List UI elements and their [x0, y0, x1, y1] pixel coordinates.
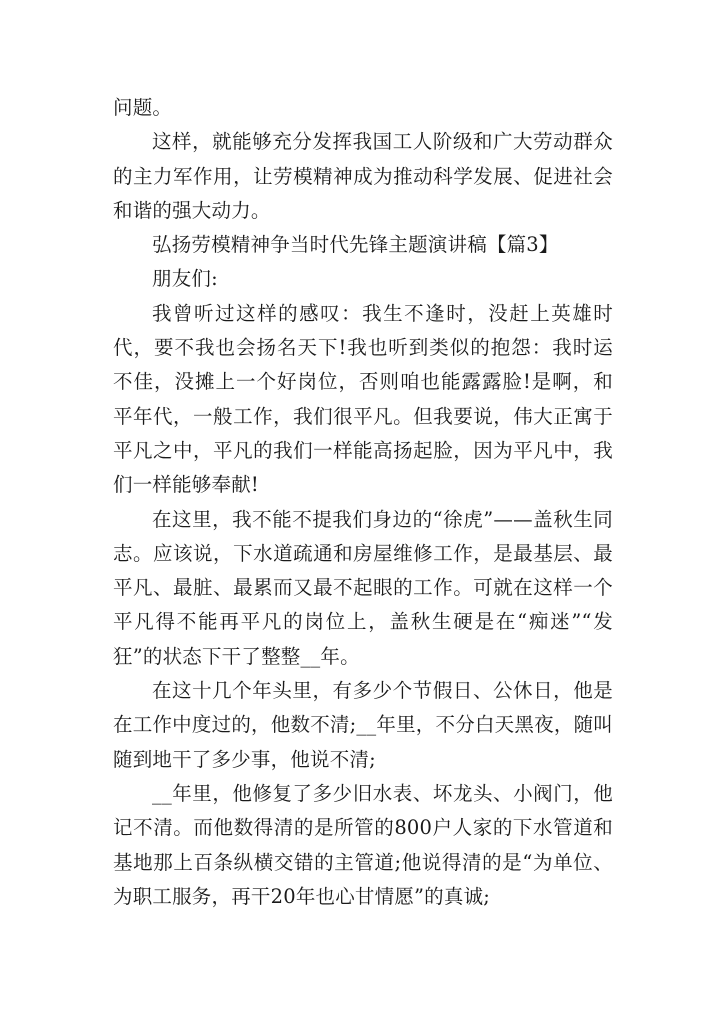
paragraph-8: __年里，他修复了多少旧水表、坏龙头、小阀门，他记不清。而他数得清的是所管的800户人家的下水管道和基地那上百条纵横交错的主管道;他说得清的是“为单位、为职工服务，再干20年也心甘情愿”的真诚; [113, 781, 613, 908]
salutation: 朋友们: [152, 267, 218, 291]
document-body [113, 91, 613, 914]
paragraph-7: 在这十几个年头里，有多少个节假日、公休日，他是在工作中度过的，他数不清;__年里，不分白天黑夜，随叫随到地干了多少事，他说不清; [113, 679, 613, 771]
paragraph-2: 这样，就能够充分发挥我国工人阶级和广大劳动群众的主力军作用，让劳模精神成为推动科学发展、促进社会和谐的强大动力。 [113, 130, 613, 222]
section-heading: 弘扬劳模精神争当时代先锋主题演讲稿【篇3】 [152, 233, 559, 257]
paragraph-6: 在这里，我不能不提我们身边的“徐虎”——盖秋生同志。应该说，下水道疏通和房屋维修工作，是最基层、最平凡、最脏、最累而又最不起眼的工作。可就在这样一个平凡得不能再平凡的岗位上，盖秋生硬是在“痴迷”“发狂”的状态下干了整整__年。 [113, 507, 613, 668]
paragraph-1: 问题。 [113, 96, 173, 119]
paragraph-5: 我曾听过这样的感叹：我生不逢时，没赶上英雄时代，要不我也会扬名天下!我也听到类似的抱怨：我时运不佳，没摊上一个好岗位，否则咱也能露露脸!是啊，和平年代，一般工作，我们很平凡。但我要说，伟大正寓于平凡之中，平凡的我们一样能高扬起脸，因为平凡中，我们一样能够奉献! [113, 301, 613, 497]
